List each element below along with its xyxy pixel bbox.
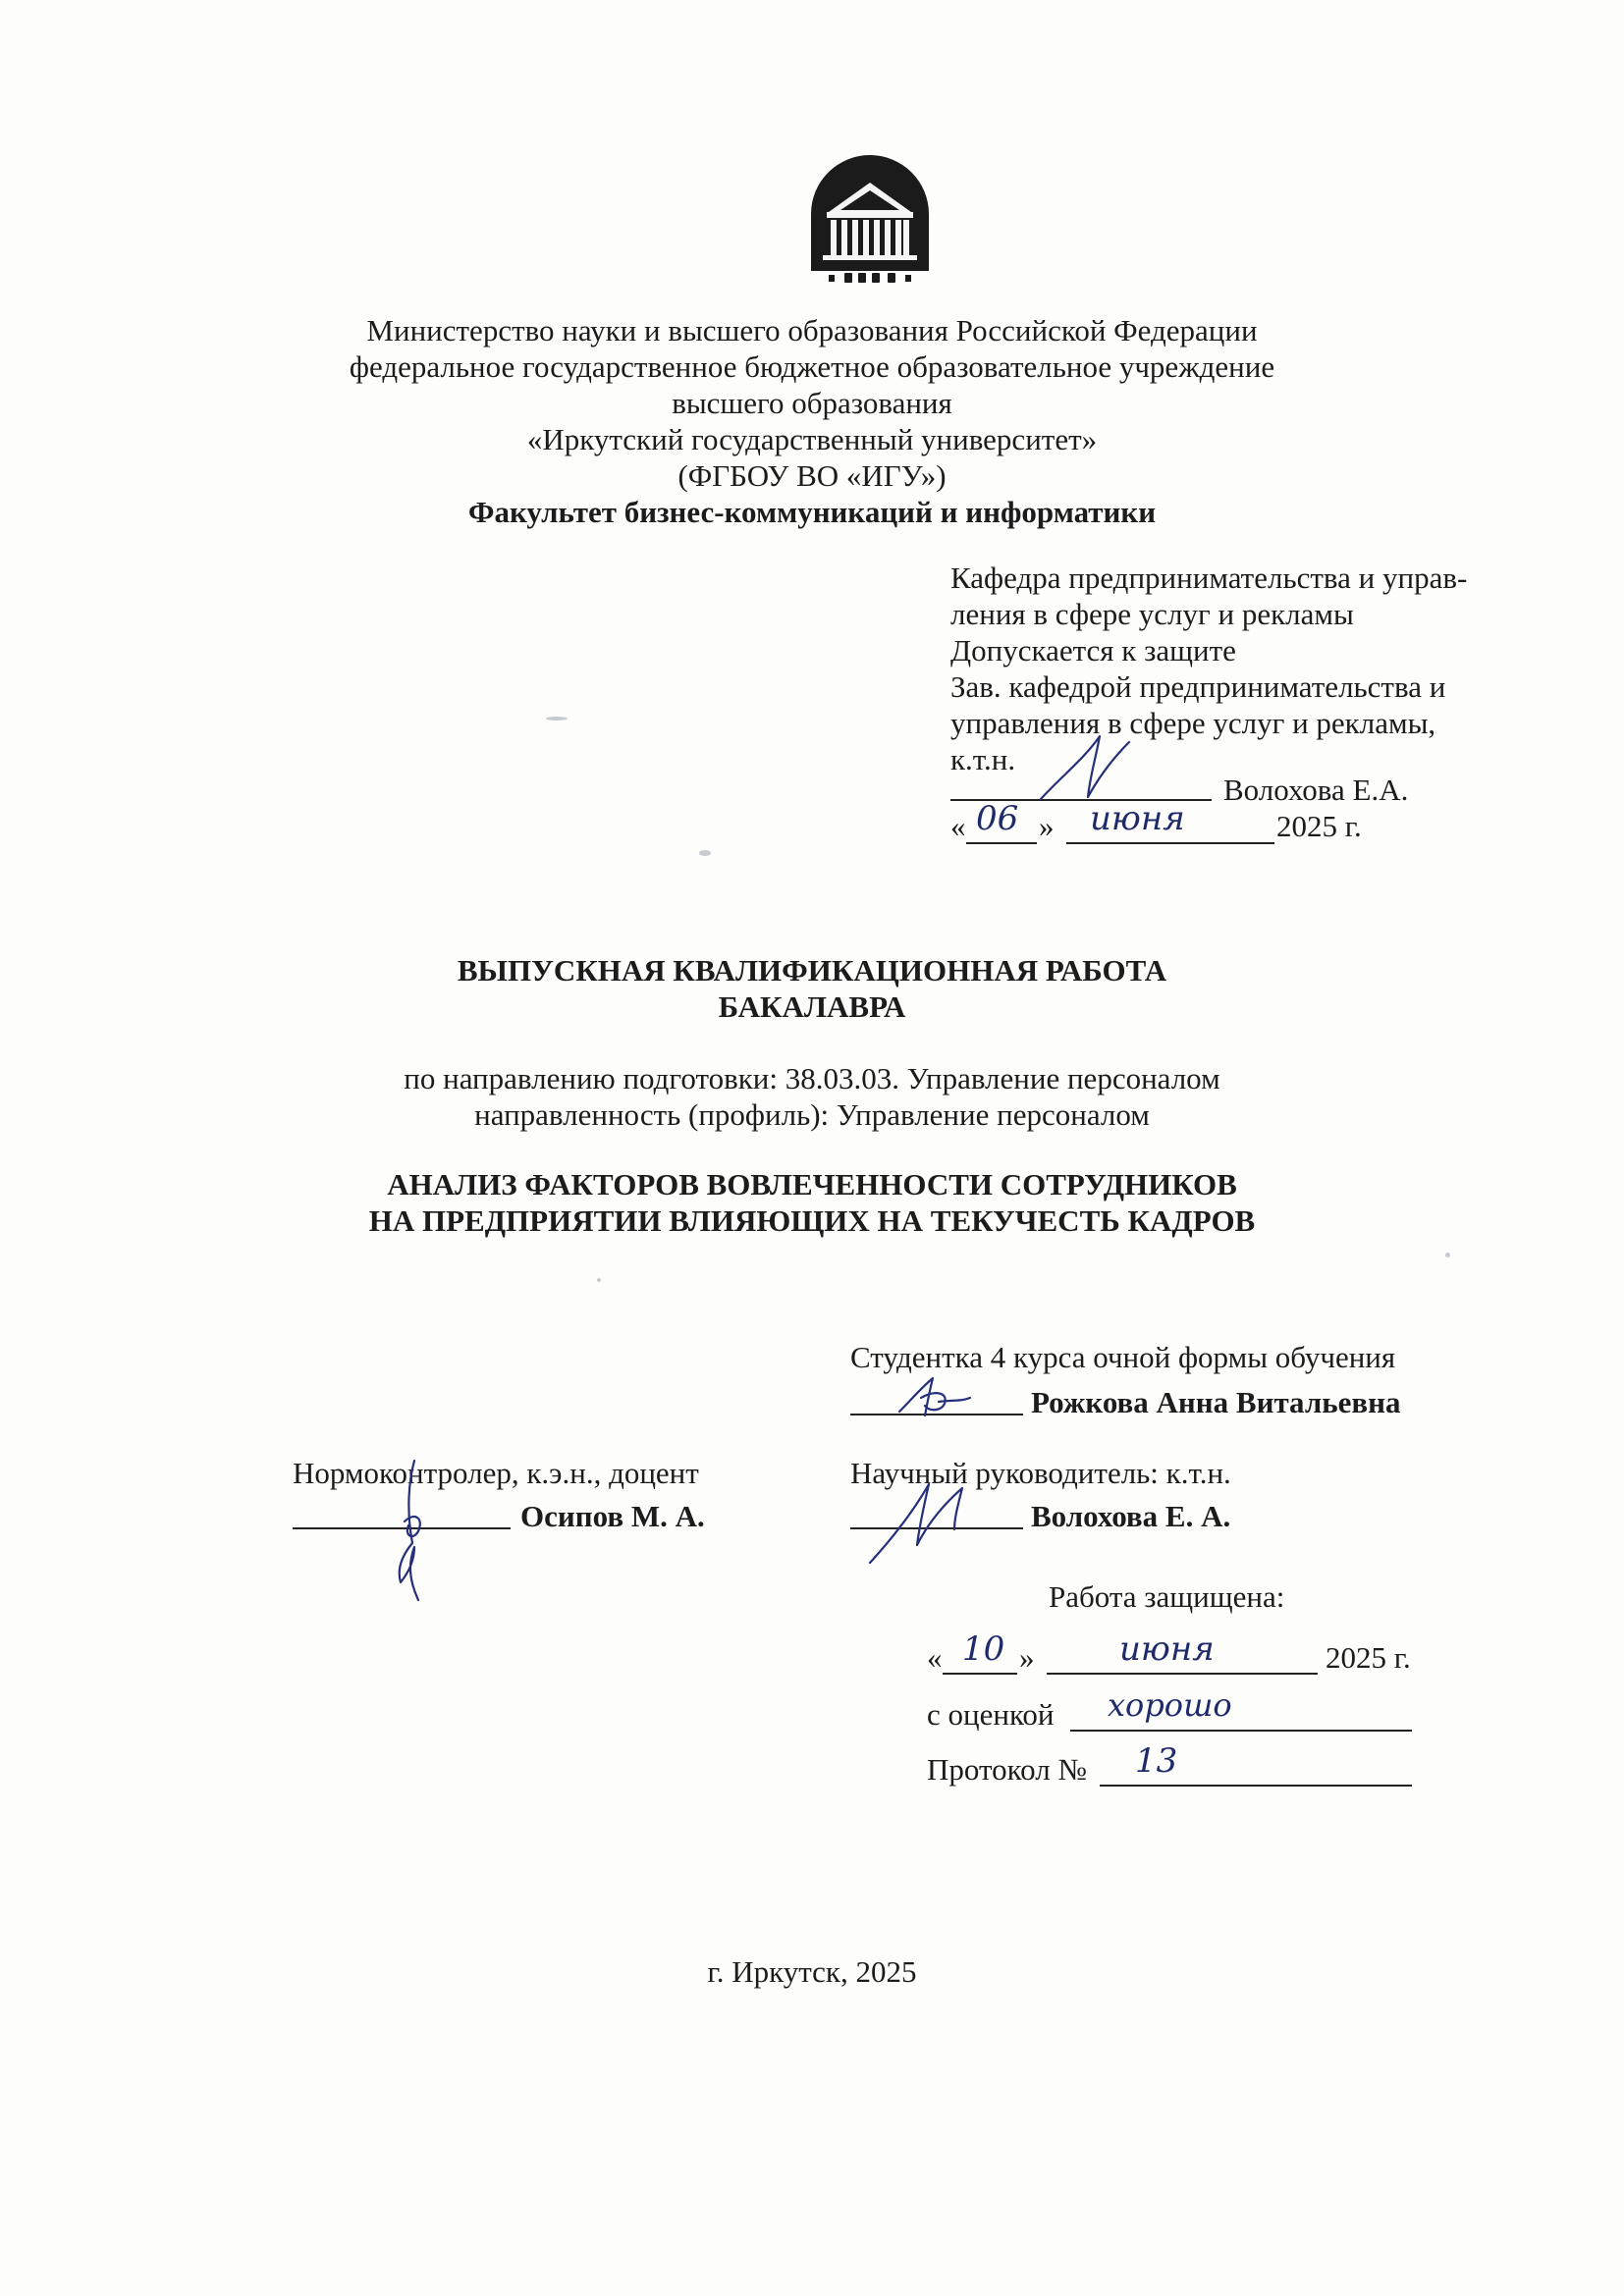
institution-level-line: высшего образования	[672, 386, 952, 420]
defense-day-line	[943, 1673, 1017, 1675]
defense-date-close-quote: »	[1019, 1640, 1035, 1675]
institution-type-line: федеральное государственное бюджетное образовательное учреждение	[349, 349, 1275, 384]
department-head-line-2: управления в сфере услуг и рекламы,	[950, 706, 1436, 740]
approval-day-handwritten: 06	[976, 799, 1019, 838]
grade-label: с оценкой	[927, 1697, 1055, 1732]
thesis-topic-line-1: АНАЛИЗ ФАКТОРОВ ВОВЛЕЧЕННОСТИ СОТРУДНИКОВ	[387, 1167, 1237, 1201]
approval-date-open-quote: «	[950, 809, 966, 843]
study-profile: направленность (профиль): Управление персоналом	[474, 1097, 1150, 1132]
supervisor-caption: Научный руководитель: к.т.н.	[850, 1456, 1231, 1490]
protocol-label: Протокол №	[927, 1752, 1087, 1787]
grade-handwritten: хорошо	[1108, 1686, 1232, 1724]
department-line-2: ления в сфере услуг и рекламы	[950, 597, 1354, 631]
student-name: Рожкова Анна Витальевна	[1031, 1385, 1401, 1419]
approval-year: 2025 г.	[1276, 809, 1362, 843]
defense-day-handwritten: 10	[962, 1629, 1005, 1669]
department-line-1: Кафедра предпринимательства и управ-	[950, 561, 1468, 595]
thesis-topic-line-2: НА ПРЕДПРИЯТИИ ВЛИЯЮЩИХ НА ТЕКУЧЕСТЬ КАДРОВ	[368, 1203, 1256, 1238]
grade-line	[1070, 1730, 1412, 1732]
head-signature	[1031, 728, 1149, 807]
approval-month-handwritten: июня	[1090, 799, 1185, 838]
work-type-line-2: БАКАЛАВРА	[718, 989, 906, 1024]
supervisor-name: Волохова Е. А.	[1031, 1499, 1231, 1533]
scan-speck	[597, 1278, 601, 1282]
study-direction: по направлению подготовки: 38.03.03. Управление персоналом	[404, 1061, 1220, 1095]
scan-speck	[546, 717, 568, 721]
approval-month-line	[1066, 842, 1274, 844]
university-logo	[807, 155, 933, 283]
normcontroller-signature	[379, 1453, 458, 1610]
student-caption: Студентка 4 курса очной формы обучения	[850, 1340, 1396, 1374]
head-degree: к.т.н.	[950, 742, 1016, 776]
normcontroller-caption: Нормоконтролер, к.э.н., доцент	[293, 1456, 699, 1490]
university-abbreviation: (ФГБОУ ВО «ИГУ»)	[677, 458, 947, 493]
protocol-number-handwritten: 13	[1135, 1741, 1178, 1781]
defense-month-handwritten: июня	[1119, 1629, 1215, 1669]
protocol-line	[1100, 1785, 1412, 1787]
admission-text: Допускается к защите	[950, 633, 1236, 667]
defense-caption: Работа защищена:	[1049, 1579, 1285, 1614]
department-head-line-1: Зав. кафедрой предпринимательства и	[950, 669, 1446, 704]
faculty-name: Факультет бизнес-коммуникаций и информатики	[467, 495, 1157, 529]
defense-date-open-quote: «	[927, 1640, 943, 1675]
city-year: г. Иркутск, 2025	[707, 1954, 917, 1989]
normcontroller-name: Осипов М. А.	[520, 1499, 705, 1533]
head-name: Волохова Е.А.	[1223, 773, 1409, 807]
ministry-line: Министерство науки и высшего образования Российской Федерации	[366, 313, 1258, 347]
approval-date-close-quote: »	[1039, 809, 1055, 843]
student-signature	[892, 1372, 980, 1421]
defense-month-line	[1047, 1673, 1318, 1675]
work-type-line-1: ВЫПУСКНАЯ КВАЛИФИКАЦИОННАЯ РАБОТА	[457, 953, 1167, 988]
supervisor-signature	[864, 1461, 1001, 1569]
scan-speck	[1445, 1253, 1450, 1257]
approval-day-line	[966, 842, 1037, 844]
defense-year: 2025 г.	[1326, 1640, 1411, 1675]
scan-speck	[699, 850, 711, 856]
university-name: «Иркутский государственный университет»	[526, 422, 1098, 456]
